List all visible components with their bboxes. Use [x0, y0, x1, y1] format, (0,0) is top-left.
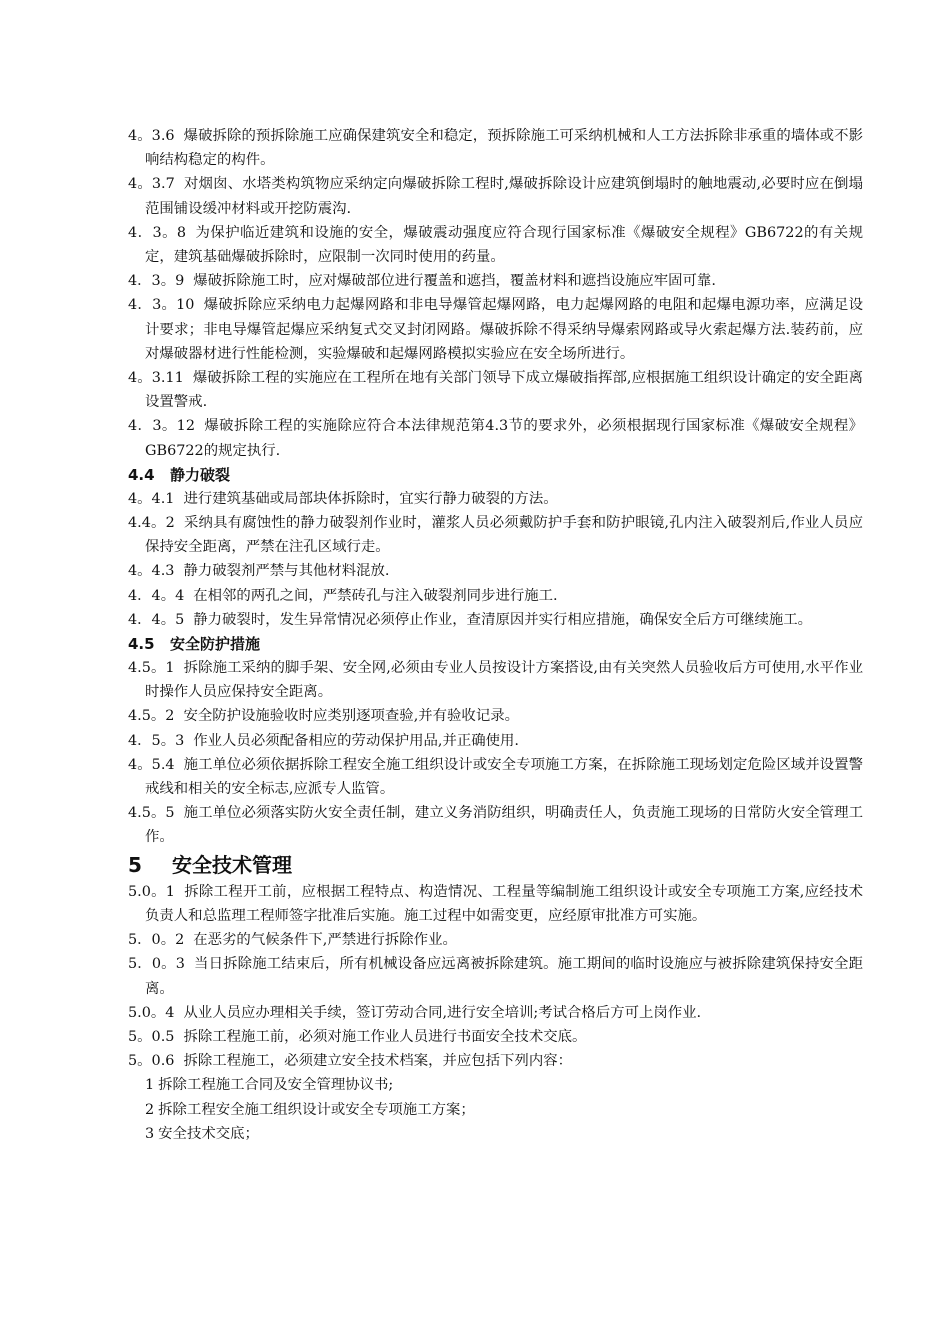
list-item-text: 拆除工程施工合同及安全管理协议书; — [158, 1077, 394, 1094]
section-heading — [128, 850, 863, 880]
clause-number: 5.0。1 — [128, 883, 175, 900]
clause-number: 4。3.7 — [128, 176, 175, 193]
clause-number: 4。4.1 — [128, 490, 175, 507]
clause-text: 爆破拆除应采纳电力起爆网路和非电导爆管起爆网路，电力起爆网路的电阻和起爆电源功率，应满足设计要求；非电导爆管起爆应采纳复式交叉封闭网路。爆破拆除不得采纳导爆索网路或导火索起爆方法.装药前，应对爆破器材进行性能检测，实验爆破和起爆网路模拟实验应在安全场所进行。 — [145, 297, 863, 362]
clause-number: 4．4。5 — [128, 611, 185, 628]
clause-paragraph — [128, 801, 863, 849]
clause-paragraph — [128, 928, 863, 952]
list-item — [128, 1098, 863, 1122]
clause-text: 爆破拆除施工时，应对爆破部位进行覆盖和遮挡，覆盖材料和遮挡设施应牢固可靠. — [193, 273, 716, 290]
clause-text: 作业人员必须配备相应的劳动保护用品,并正确使用. — [193, 732, 519, 749]
clause-text: 安全防护设施验收时应类别逐项查验,并有验收记录。 — [183, 708, 519, 725]
clause-paragraph — [128, 880, 863, 928]
clause-paragraph — [128, 293, 863, 366]
section-number: 5 — [128, 852, 142, 877]
document-body — [128, 124, 863, 1146]
clause-number: 5。0.5 — [128, 1028, 175, 1045]
clause-paragraph — [128, 559, 863, 583]
subsection-heading — [128, 463, 863, 487]
clause-text: 拆除工程开工前，应根据工程特点、构造情况、工程量等编制施工组织设计或安全专项施工方案,应经技术负责人和总监理工程师签字批准后实施。施工过程中如需变更，应经原审批准方可实施。 — [145, 883, 863, 924]
clause-text: 当日拆除施工结束后，所有机械设备应远离被拆除建筑。施工期间的临时设施应与被拆除建筑保持安全距离。 — [145, 956, 863, 997]
clause-text: 拆除工程施工前，必须对施工作业人员进行书面安全技术交底。 — [183, 1028, 587, 1045]
clause-paragraph — [128, 487, 863, 511]
clause-text: 爆破拆除工程的实施除应符合本法律规范第4.3节的要求外，必须根据现行国家标准《爆破安全规程》GB6722的规定执行. — [145, 418, 864, 459]
clause-text: 从业人员应办理相关手续，签订劳动合同,进行安全培训;考试合格后方可上岗作业. — [183, 1004, 702, 1021]
clause-text: 在恶劣的气候条件下,严禁进行拆除作业。 — [193, 932, 457, 949]
clause-text: 静力破裂剂严禁与其他材料混放. — [183, 563, 390, 580]
clause-paragraph — [128, 656, 863, 704]
subsection-number: 4.5 — [128, 635, 155, 654]
subsection-number: 4.4 — [128, 465, 155, 484]
clause-number: 5．0。3 — [128, 956, 185, 973]
clause-text: 对烟囱、水塔类构筑物应采纳定向爆破拆除工程时,爆破拆除设计应建筑倒塌时的触地震动,必要时应在倒塌范围铺设缓冲材料或开挖防震沟. — [145, 176, 864, 217]
clause-number: 4．4。4 — [128, 587, 185, 604]
clause-paragraph — [128, 1049, 863, 1073]
subsection-heading — [128, 632, 863, 656]
clause-number: 4．3。8 — [128, 224, 187, 241]
clause-text: 爆破拆除的预拆除施工应确保建筑安全和稳定，预拆除施工可采纳机械和人工方法拆除非承重的墙体或不影响结构稳定的构件。 — [145, 128, 863, 169]
clause-paragraph — [128, 366, 863, 414]
clause-number: 4。3.6 — [128, 128, 175, 144]
clause-number: 5.0。4 — [128, 1004, 175, 1021]
clause-text: 施工单位必须依据拆除工程安全施工组织设计或安全专项施工方案，在拆除施工现场划定危险区域并设置警戒线和相关的安全标志,应派专人监管。 — [145, 756, 863, 798]
subsection-title: 安全防护措施 — [170, 635, 261, 654]
clause-paragraph — [128, 952, 863, 1000]
list-item — [128, 1073, 863, 1097]
clause-paragraph — [128, 221, 863, 269]
subsection-title: 静力破裂 — [170, 465, 231, 484]
clause-text: 施工单位必须落实防火安全责任制，建立义务消防组织，明确责任人，负责施工现场的日常防火安全管理工作。 — [145, 805, 863, 846]
clause-number: 4。5.4 — [128, 756, 175, 773]
clause-number: 4．3。9 — [128, 273, 185, 290]
clause-paragraph — [128, 124, 863, 172]
clause-paragraph — [128, 269, 863, 293]
clause-paragraph — [128, 511, 863, 559]
list-item-number: 2 — [145, 1101, 155, 1118]
list-item-number: 1 — [145, 1077, 155, 1094]
clause-text: 拆除施工采纳的脚手架、安全网,必须由专业人员按设计方案搭设,由有关突然人员验收后方可使用,水平作业时操作人员应保持安全距离。 — [145, 660, 863, 701]
clause-paragraph — [128, 608, 863, 632]
clause-number: 4.5。1 — [128, 660, 175, 677]
clause-number: 4.5。2 — [128, 708, 175, 725]
clause-number: 4.5。5 — [128, 805, 175, 822]
clause-text: 为保护临近建筑和设施的安全，爆破震动强度应符合现行国家标准《爆破安全规程》GB6722的有关规定，建筑基础爆破拆除时，应限制一次同时使用的药量。 — [145, 224, 863, 266]
clause-number: 4。4.3 — [128, 563, 175, 580]
clause-text: 采纳具有腐蚀性的静力破裂剂作业时，灌浆人员必须戴防护手套和防护眼镜,孔内注入破裂剂后,作业人员应保持安全距离，严禁在注孔区域行走。 — [145, 515, 864, 556]
list-item-text: 安全技术交底； — [158, 1125, 259, 1142]
list-item-text: 拆除工程安全施工组织设计或安全专项施工方案； — [158, 1101, 475, 1118]
clause-text: 在相邻的两孔之间，严禁砖孔与注入破裂剂同步进行施工. — [193, 587, 558, 604]
clause-text: 拆除工程施工，必须建立安全技术档案，并应包括下列内容： — [183, 1053, 572, 1070]
section-title: 安全技术管理 — [172, 852, 292, 877]
clause-number: 4．3。12 — [128, 418, 195, 435]
clause-paragraph — [128, 729, 863, 753]
clause-paragraph — [128, 704, 863, 728]
clause-number: 4．5。3 — [128, 732, 185, 749]
clause-number: 5．0。2 — [128, 932, 185, 949]
clause-paragraph — [128, 753, 863, 801]
list-item — [128, 1122, 863, 1146]
clause-text: 爆破拆除工程的实施应在工程所在地有关部门领导下成立爆破指挥部,应根据施工组织设计确定的安全距离设置警戒. — [145, 370, 863, 411]
clause-number: 4.4。2 — [128, 515, 175, 532]
clause-paragraph — [128, 1001, 863, 1025]
clause-paragraph — [128, 414, 863, 462]
clause-paragraph — [128, 584, 863, 608]
clause-paragraph — [128, 1025, 863, 1049]
list-item-number: 3 — [145, 1125, 155, 1142]
clause-paragraph — [128, 172, 863, 220]
clause-number: 4。3.11 — [128, 370, 184, 387]
clause-number: 4．3。10 — [128, 297, 195, 314]
clause-text: 静力破裂时，发生异常情况必须停止作业，查清原因并实行相应措施，确保安全后方可继续施工。 — [193, 611, 813, 628]
clause-text: 进行建筑基础或局部块体拆除时，宜实行静力破裂的方法。 — [183, 490, 558, 507]
clause-number: 5。0.6 — [128, 1053, 175, 1070]
